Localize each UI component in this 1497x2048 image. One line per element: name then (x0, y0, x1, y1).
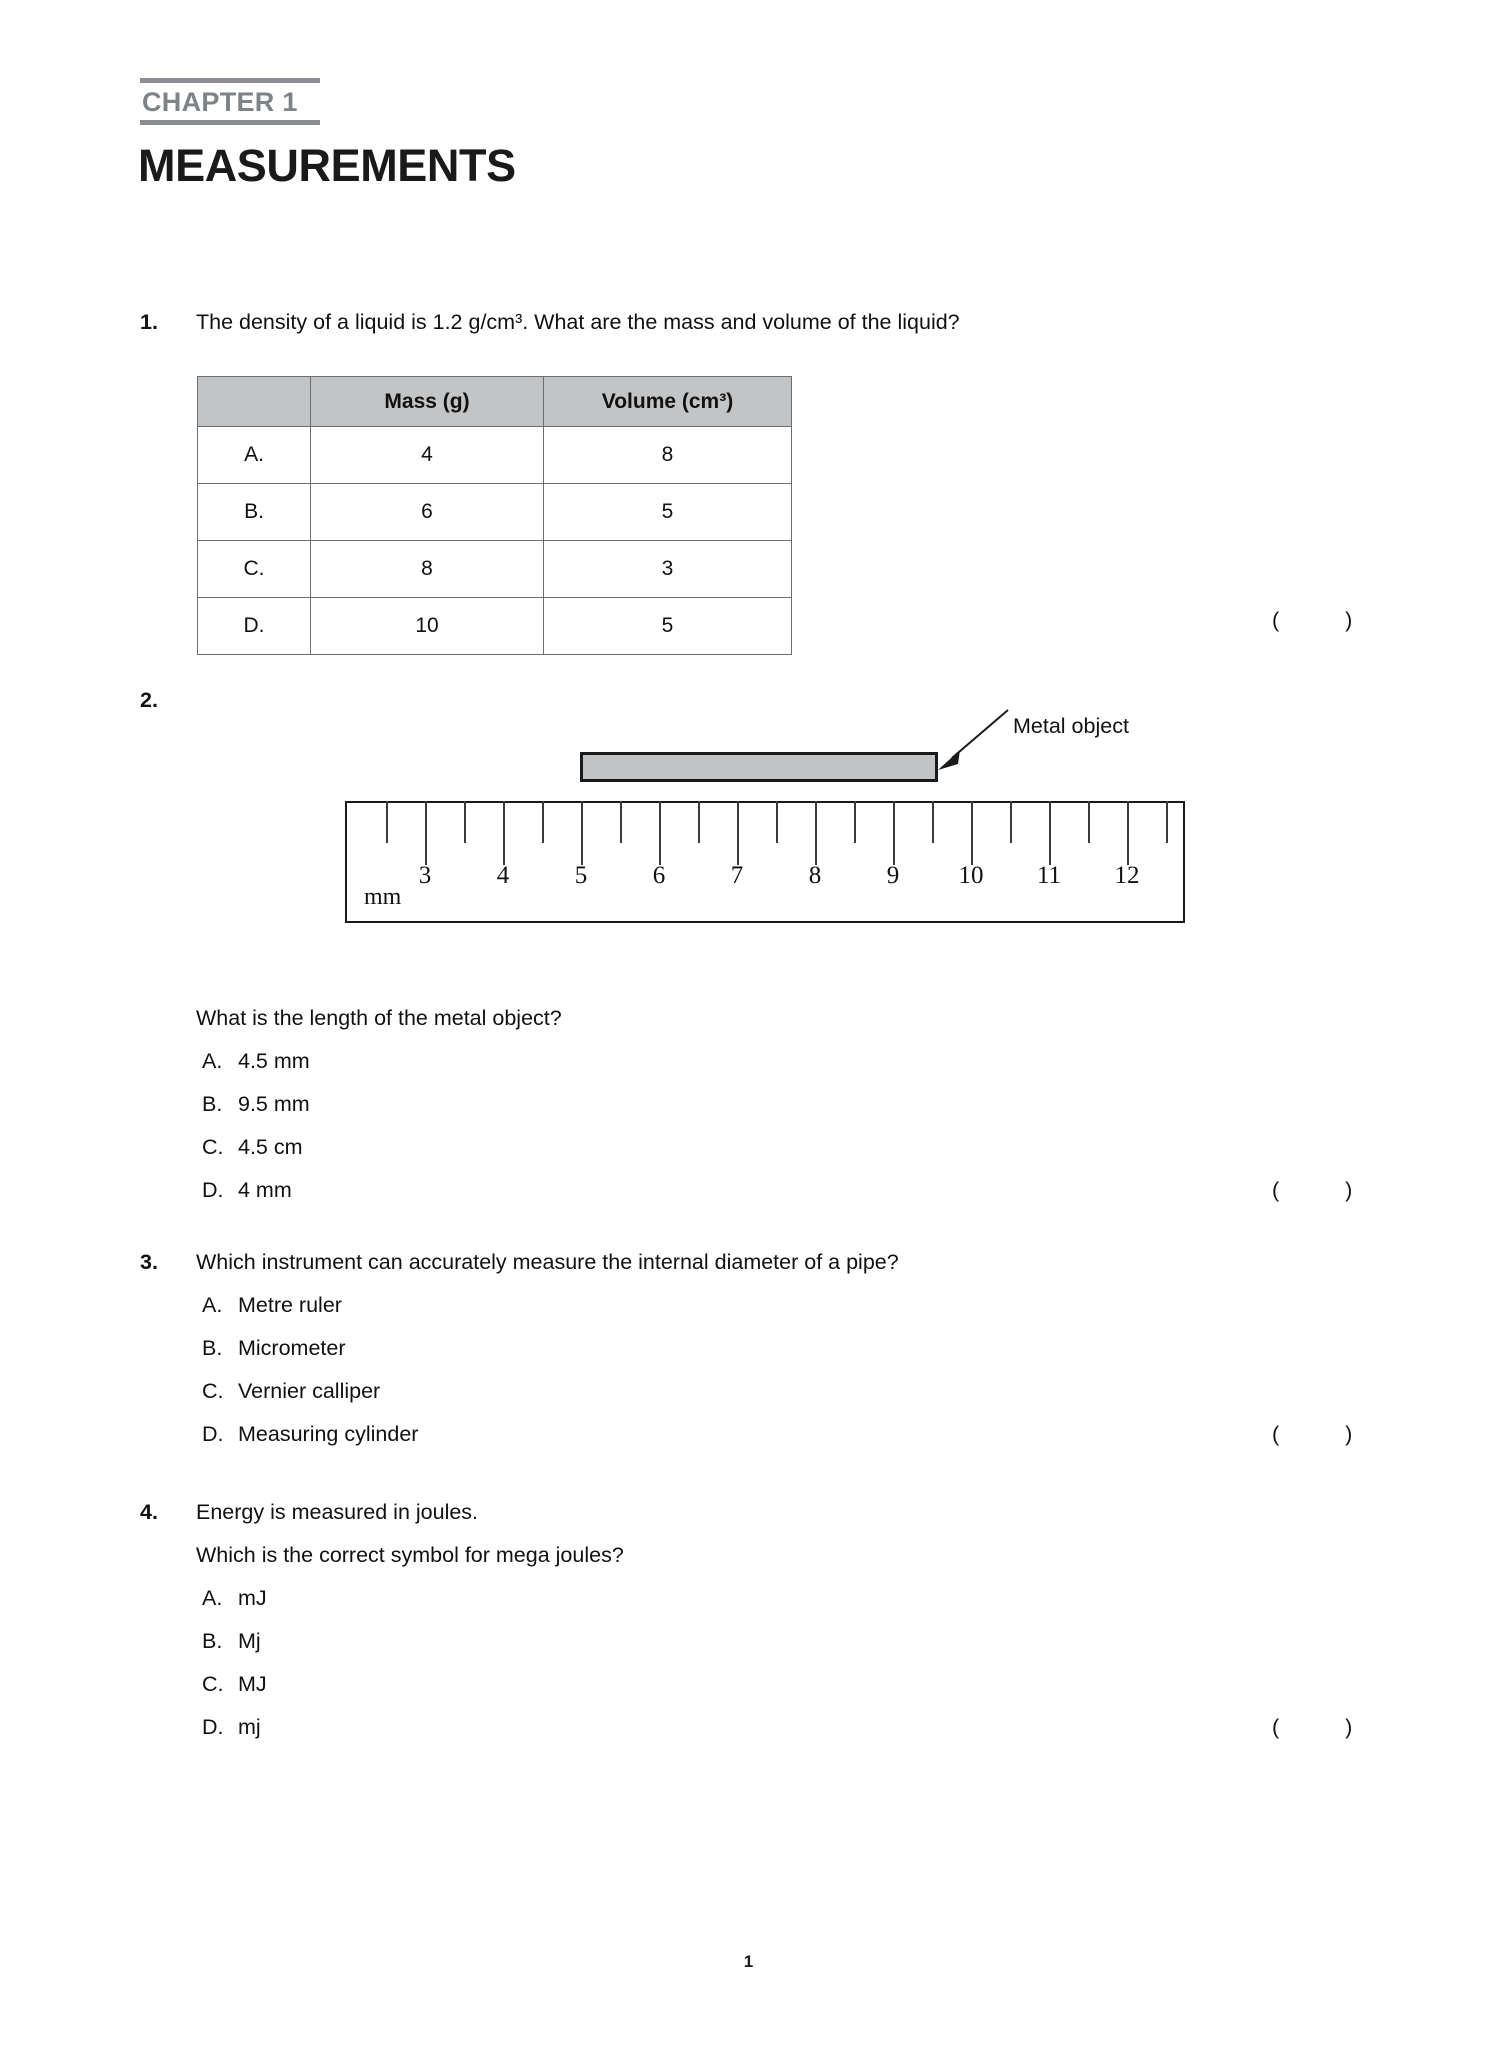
option-label: D. (202, 1422, 224, 1446)
ruler-major-tick (1049, 801, 1051, 865)
option-text: mJ (238, 1586, 267, 1610)
chapter-header (140, 78, 320, 125)
question-1-text (196, 310, 960, 335)
table-header-volume: Volume (cm³) (544, 377, 792, 427)
option-label: B. (202, 1629, 223, 1653)
option-text: Mj (238, 1629, 261, 1653)
table-cell-mass: 4 (311, 427, 544, 484)
ruler-minor-tick (464, 801, 466, 843)
table-corner-cell (198, 377, 311, 427)
ruler-tick-label: 3 (418, 862, 432, 889)
question-2-option-a[interactable] (202, 1049, 310, 1074)
table-cell-mass: 10 (311, 598, 544, 655)
ruler-major-tick (815, 801, 817, 865)
table-row (198, 541, 792, 598)
question-3-option-c[interactable] (202, 1379, 380, 1404)
option-text: MJ (238, 1672, 267, 1696)
ruler-minor-tick (1166, 801, 1168, 843)
ruler-minor-tick (776, 801, 778, 843)
page-title: MEASUREMENTS (138, 140, 516, 191)
ruler-major-tick (893, 801, 895, 865)
table-row-label: B. (198, 484, 311, 541)
question-2-option-b[interactable] (202, 1092, 310, 1117)
option-label: A. (202, 1049, 223, 1073)
ruler-minor-tick (1010, 801, 1012, 843)
ruler-tick-label: 11 (1036, 862, 1062, 889)
table-row-label: A. (198, 427, 311, 484)
ruler-tick-label: 5 (574, 862, 588, 889)
option-label: C. (202, 1672, 224, 1696)
metal-object-callout-label: Metal object (1013, 714, 1129, 738)
ruler-major-tick (503, 801, 505, 865)
option-text: Vernier calliper (238, 1379, 381, 1403)
ruler-minor-tick (854, 801, 856, 843)
option-text: 4 mm (238, 1178, 292, 1202)
option-label: B. (202, 1336, 223, 1360)
ruler-minor-tick (932, 801, 934, 843)
option-label: B. (202, 1092, 223, 1116)
ruler-major-tick (971, 801, 973, 865)
option-label: D. (202, 1715, 224, 1739)
table-header-row (198, 377, 792, 427)
option-text: mj (238, 1715, 261, 1739)
question-3-text: Which instrument can accurately measure the internal diameter of a pipe? (196, 1250, 899, 1274)
question-4-number: 4. (140, 1500, 158, 1524)
ruler-major-tick (425, 801, 427, 865)
question-4-option-c[interactable] (202, 1672, 267, 1697)
table-row (198, 427, 792, 484)
option-text: 9.5 mm (238, 1092, 310, 1116)
question-3-option-b[interactable] (202, 1336, 346, 1361)
question-2-option-d[interactable] (202, 1178, 292, 1203)
question-2-option-c[interactable] (202, 1135, 303, 1160)
question-3-option-d[interactable] (202, 1422, 418, 1447)
table-row-label: C. (198, 541, 311, 598)
question-1-text-span: The density of a liquid is 1.2 g/cm³. What are the mass and volume of the liquid? (196, 310, 960, 334)
question-3-number: 3. (140, 1250, 158, 1274)
option-label: C. (202, 1135, 224, 1159)
table-header-mass: Mass (g) (311, 377, 544, 427)
ruler-tick-label: 12 (1114, 862, 1140, 889)
chapter-label: CHAPTER 1 (142, 87, 298, 117)
question-1-number: 1. (140, 310, 158, 334)
question-4-option-b[interactable] (202, 1629, 261, 1654)
option-label: C. (202, 1379, 224, 1403)
option-text: Micrometer (238, 1336, 346, 1360)
option-text: Metre ruler (238, 1293, 342, 1317)
question-3-answer-bracket[interactable]: ( ) (1272, 1422, 1383, 1446)
option-label: A. (202, 1293, 223, 1317)
question-4-text-line2: Which is the correct symbol for mega joules? (196, 1543, 624, 1567)
question-1-answer-bracket[interactable]: ( ) (1272, 608, 1383, 632)
table-cell-volume: 5 (544, 484, 792, 541)
question-2-text: What is the length of the metal object? (196, 1006, 562, 1030)
table-cell-volume: 8 (544, 427, 792, 484)
option-text: 4.5 cm (238, 1135, 303, 1159)
metal-object-bar (580, 752, 938, 782)
option-text: 4.5 mm (238, 1049, 310, 1073)
table-row (198, 484, 792, 541)
callout-leader-line (930, 700, 1040, 780)
option-label: A. (202, 1586, 223, 1610)
ruler-minor-tick (386, 801, 388, 843)
chapter-rule-bottom (140, 120, 320, 125)
page-number: 1 (743, 1952, 754, 1971)
question-4-option-d[interactable] (202, 1715, 261, 1740)
ruler-tick-label: 6 (652, 862, 666, 889)
option-text: Measuring cylinder (238, 1422, 419, 1446)
ruler-minor-tick (698, 801, 700, 843)
question-3-option-a[interactable] (202, 1293, 342, 1318)
ruler-tick-label: 9 (886, 862, 900, 889)
ruler-minor-tick (542, 801, 544, 843)
ruler-tick-label: 4 (496, 862, 510, 889)
question-4-text: Energy is measured in joules. (196, 1500, 479, 1524)
ruler-unit-label: mm (364, 884, 402, 910)
table-cell-mass: 6 (311, 484, 544, 541)
table-cell-mass: 8 (311, 541, 544, 598)
table-cell-volume: 5 (544, 598, 792, 655)
question-2-number: 2. (140, 688, 158, 712)
option-label: D. (202, 1178, 224, 1202)
ruler-major-tick (581, 801, 583, 865)
question-2-answer-bracket[interactable]: ( ) (1272, 1178, 1383, 1202)
ruler-tick-label: 10 (958, 862, 984, 889)
density-options-table (197, 376, 792, 655)
question-4-answer-bracket[interactable]: ( ) (1272, 1715, 1383, 1739)
table-row-label: D. (198, 598, 311, 655)
ruler-major-tick (1127, 801, 1129, 865)
table-cell-volume: 3 (544, 541, 792, 598)
ruler-minor-tick (620, 801, 622, 843)
ruler-minor-tick (1088, 801, 1090, 843)
table-row (198, 598, 792, 655)
ruler-tick-label: 8 (808, 862, 822, 889)
ruler-major-tick (737, 801, 739, 865)
ruler-tick-label: 7 (730, 862, 744, 889)
ruler-major-tick (659, 801, 661, 865)
question-4-option-a[interactable] (202, 1586, 267, 1611)
